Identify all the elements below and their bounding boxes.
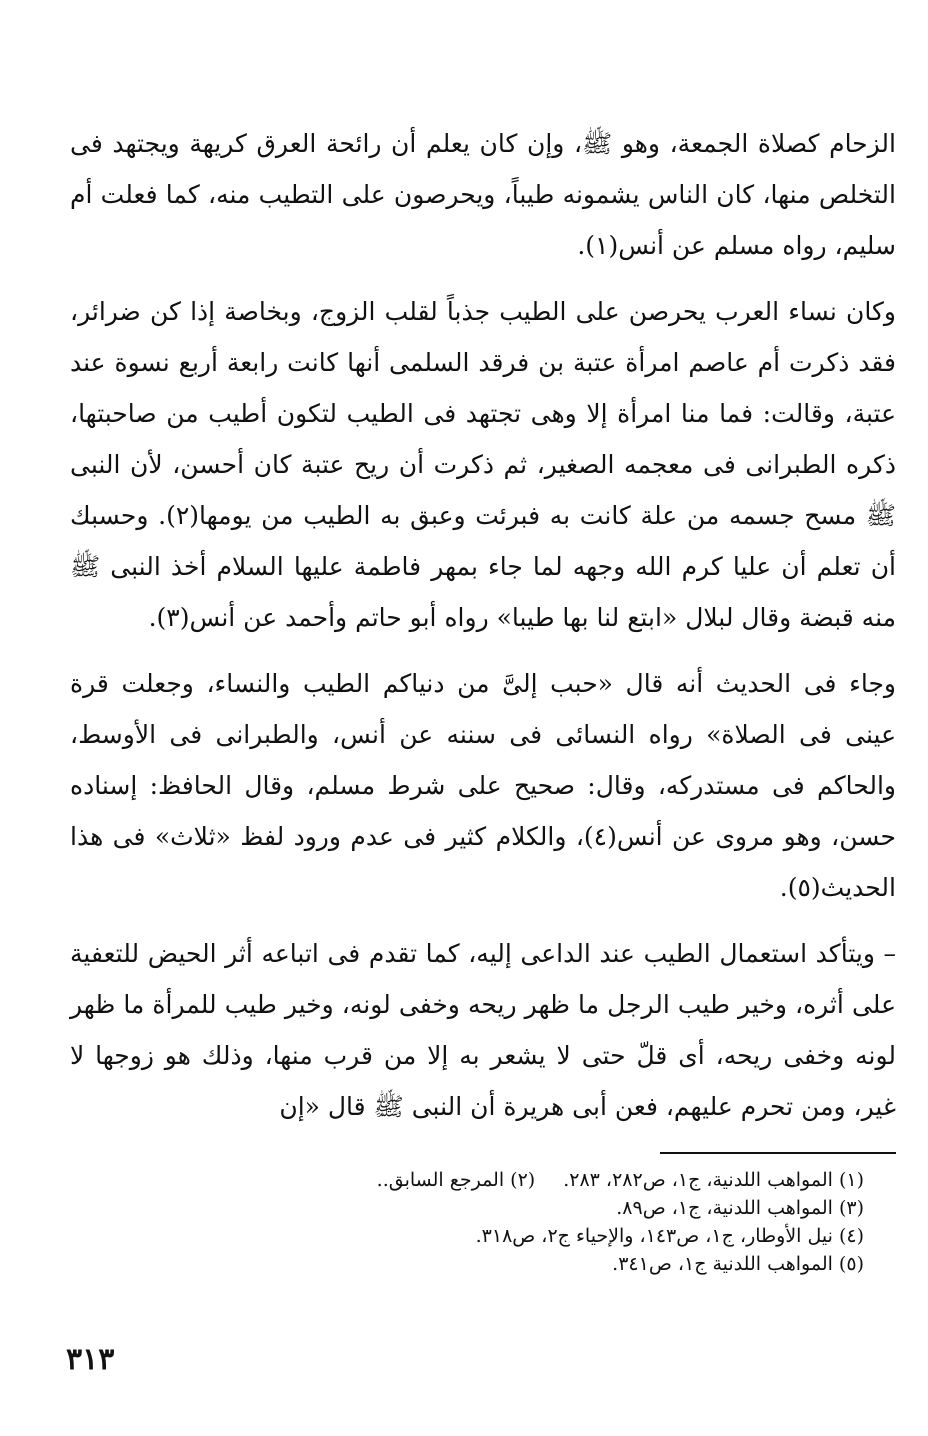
footnote-4: (٤) نيل الأوطار، ج١، ص١٤٣، والإحياء ج٢، ص٣١٨.: [475, 1225, 864, 1247]
page-number: ٣١٣: [66, 1342, 115, 1377]
footnote-2: (٢) المرجع السابق..: [376, 1169, 536, 1191]
paragraph-4: – ويتأكد استعمال الطيب عند الداعى إليه، كما تقدم فى اتباعه أثر الحيض للتعفية على أثره، وخير طيب الرجل ما ظهر ريحه وخفى لونه، وخير طيب للمرأة ما ظهر لونه وخفى ريحه، أى قلّ حتى لا يشعر به إلا من قرب منها، وذلك هو زوجها لا غير، ومن تحرم عليهم، فعن أبى هريرة أن النبى ﷺ قال «إن: [70, 939, 896, 1121]
footnote-3: (٣) المواهب اللدنية، ج١، ص٨٩.: [616, 1197, 864, 1219]
paragraph-3: وجاء فى الحديث أنه قال «حبب إلىَّ من دنياكم الطيب والنساء، وجعلت قرة عينى فى الصلاة» رواه النسائى فى سننه عن أنس، والطبرانى فى الأوسط، والحاكم فى مستدركه، وقال: صحيح على شرط مسلم، وقال الحافظ: إسناده حسن، وهو مروى عن أنس(٤)، والكلام كثير فى عدم ورود لفظ «ثلاث» فى هذا الحديث(٥).: [70, 669, 896, 902]
footnote-line-4: [164, 1250, 864, 1278]
paragraph-1: الزحام كصلاة الجمعة، وهو ﷺ، وإن كان يعلم أن رائحة العرق كريهة ويجتهد فى التخلص منها، كان الناس يشمونه طيباً، ويحرصون على التطيب منه، كما فعلت أم سليم، رواه مسلم عن أنس(١).: [70, 129, 896, 260]
footnote-line-1: [164, 1166, 864, 1194]
footnote-line-3: [164, 1222, 864, 1250]
footnote-5: (٥) المواهب اللدنية ج١، ص٣٤١.: [612, 1253, 864, 1275]
main-text: [70, 118, 896, 1132]
footnote-line-2: [164, 1194, 864, 1222]
footnote-1: (١) المواهب اللدنية، ج١، ص٢٨٢، ٢٨٣.: [563, 1169, 864, 1191]
paragraph-2: وكان نساء العرب يحرصن على الطيب جذباً لقلب الزوج، وبخاصة إذا كن ضرائر، فقد ذكرت أم عاصم امرأة عتبة بن فرقد السلمى أنها كانت رابعة أربع نسوة عند عتبة، وقالت: فما منا امرأة إلا وهى تجتهد فى الطيب لتكون أطيب من صاحبتها، ذكره الطبرانى فى معجمه الصغير، ثم ذكرت أن ريح عتبة كان أحسن، لأن النبى ﷺ مسح جسمه من علة كانت به فبرئت وعبق به الطيب من يومها(٢). وحسبك أن تعلم أن عليا كرم الله وجهه لما جاء بمهر فاطمة عليها السلام أخذ النبى ﷺ منه قبضة وقال لبلال «ابتع لنا بها طيبا» رواه أبو حاتم وأحمد عن أنس(٣).: [70, 297, 896, 632]
footnote-separator: [660, 1152, 896, 1154]
footnotes: [164, 1166, 864, 1278]
